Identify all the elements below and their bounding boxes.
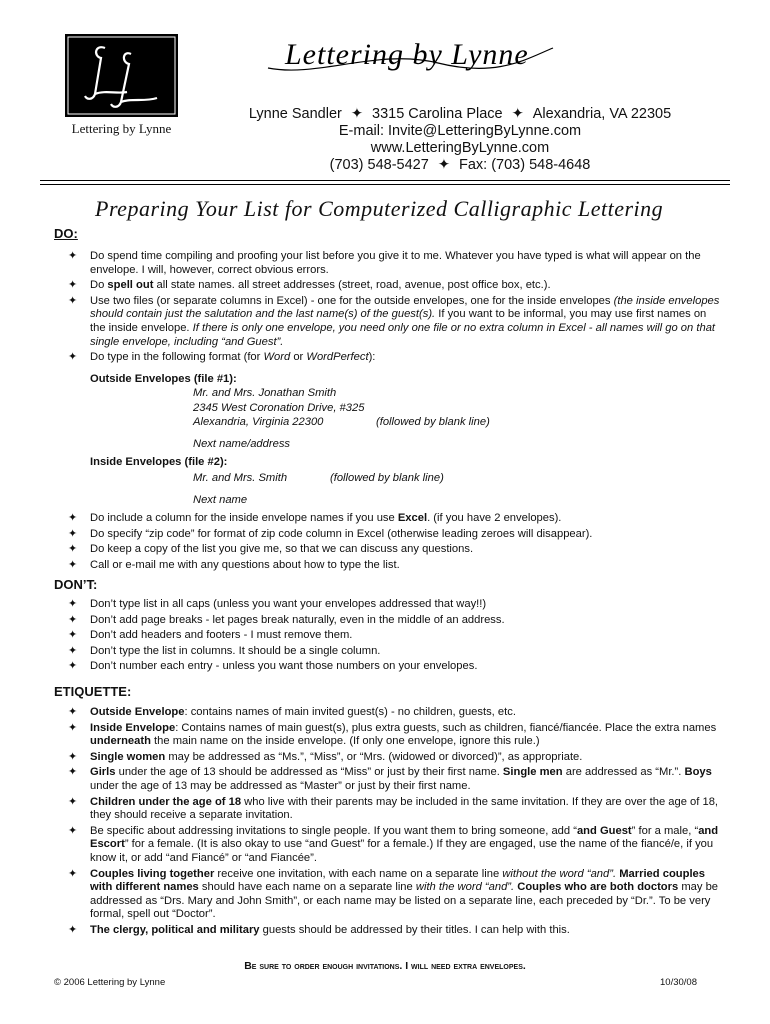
header-script-title: Lettering by Lynne <box>285 38 529 71</box>
separator-icon: ✦ <box>511 106 524 122</box>
list-item: ✦ Outside Envelope: contains names of main invited guest(s) - no children, guests, etc. <box>68 706 516 718</box>
example-line: Next name/address <box>193 438 291 450</box>
outside-envelopes-label: Outside Envelopes (file #1): <box>90 373 237 385</box>
logo-caption: Lettering by Lynne <box>71 121 172 136</box>
bullet-star-icon: ✦ <box>68 706 78 718</box>
dont-list <box>58 598 720 676</box>
example-line: Mr. and Mrs. Jonathan Smith <box>193 387 337 399</box>
bullet-star-icon: ✦ <box>68 250 78 262</box>
list-item: ✦ Don’t add headers and footers - I must remove them. <box>68 629 353 642</box>
bullet-star-icon: ✦ <box>68 750 78 763</box>
list-item: ✦ Inside Envelope: Contains names of main guest(s), plus extra guests, such as children, fiancé/fiancée. Place the extra names underneath the main name on the inside envelope. (If only one envelope, ignore this rule.) <box>68 721 717 748</box>
example-line: Mr. and Mrs. Smith <box>193 472 288 484</box>
bullet-star-icon: ✦ <box>68 660 78 673</box>
street-address: 3315 Carolina Place <box>372 106 503 122</box>
example-line: Next name <box>193 494 248 506</box>
list-item: ✦ Don’t type the list in columns. It should be a single column. <box>68 644 381 657</box>
bullet-star-icon: ✦ <box>68 543 78 556</box>
list-item: ✦ Single women may be addressed as “Ms.”, “Miss”, or “Mrs. (widowed or divorced)”, as appropriate. <box>68 750 583 763</box>
bullet-star-icon: ✦ <box>68 279 78 292</box>
do-heading: DO: <box>54 226 78 241</box>
bullet-star-icon: ✦ <box>68 644 78 657</box>
list-item: ✦ Do spend time compiling and proofing your list before you give it to me. Whatever you have typed is what will appear on the envelope. I will, however, correct obvious errors. <box>68 250 701 276</box>
bullet-star-icon: ✦ <box>68 867 78 880</box>
list-item: ✦ Don’t add page breaks - let pages break naturally, even in the middle of an address. <box>68 613 505 626</box>
closing-note: Be sure to order enough invitations. I will need extra envelopes. <box>244 960 526 972</box>
example-line: (followed by blank line) <box>330 472 444 484</box>
document-title: Preparing Your List for Computerized Calligraphic Lettering <box>95 196 664 221</box>
bullet-star-icon: ✦ <box>68 613 78 626</box>
owner-name: Lynne Sandler <box>248 106 342 122</box>
list-item: ✦ Children under the age of 18 who live with their parents may be included in the same invitation. If they are over the age of 18, they should receive a separate invitation. <box>68 795 719 822</box>
bullet-star-icon: ✦ <box>68 629 78 642</box>
phone: (703) 548-5427 <box>329 157 429 173</box>
bullet-star-icon: ✦ <box>68 527 78 540</box>
bullet-star-icon: ✦ <box>68 766 78 779</box>
bullet-star-icon: ✦ <box>68 294 78 307</box>
example-line: Alexandria, Virginia 22300 <box>193 416 324 428</box>
header-rule <box>40 180 730 181</box>
separator-icon: ✦ <box>437 157 450 173</box>
website: www.LetteringByLynne.com <box>370 140 550 156</box>
list-item: ✦ Call or e-mail me with any questions about how to type the list. <box>68 558 400 571</box>
city-address: Alexandria, VA 22305 <box>532 106 672 122</box>
bullet-star-icon: ✦ <box>68 721 78 734</box>
list-item: ✦ Girls under the age of 13 should be addressed as “Miss” or just by their first name. Single men are addressed as “Mr.”. Boys under the age of 13 may be addressed as “Master” or just by their first name. <box>68 766 712 792</box>
bullet-star-icon: ✦ <box>68 795 78 808</box>
list-item: ✦ Couples living together receive one invitation, with each name on a separate line without the word “and”. Married couples with different names should have each name on a separate line with the word “and”. Couples who are both doctors may be addressed as “Drs. Mary and John Smith”, or each name may be listed on a separate line, each preceded by “Dr.”. To be very formal, spell out “Doctor”. <box>68 867 719 921</box>
logo <box>65 34 178 117</box>
do-list <box>58 250 720 367</box>
bullet-star-icon: ✦ <box>68 558 78 571</box>
ll-monogram-icon <box>65 34 178 117</box>
list-item: ✦ Do include a column for the inside envelope names if you use Excel. (if you have 2 envelopes). <box>68 512 562 524</box>
bullet-star-icon: ✦ <box>68 351 78 364</box>
bullet-star-icon: ✦ <box>68 512 78 524</box>
list-item: ✦ Do spell out all state names. all street addresses (street, road, avenue, post office box, etc.). <box>68 279 551 292</box>
fax: Fax: (703) 548-4648 <box>458 157 591 173</box>
list-item: ✦ Be specific about addressing invitations to single people. If you want them to bring someone, add “and Guest” for a male, “and Escort” for a female. (It is also okay to use “and Guest” for a female.) If they are engaged, use the name of the fiancé/e, if you know it, or add “and Fiancé” or “and Fiancée”. <box>68 824 719 864</box>
list-item: ✦ Do type in the following format (for Word or WordPerfect): <box>68 351 376 364</box>
list-item: ✦ Do keep a copy of the list you give me, so that we can discuss any questions. <box>68 543 474 556</box>
copyright: © 2006 Lettering by Lynne <box>54 977 166 988</box>
etiquette-list <box>58 706 720 940</box>
inside-envelopes-label: Inside Envelopes (file #2): <box>90 456 228 468</box>
contact-block <box>220 106 700 174</box>
list-item: ✦ Do specify “zip code” for format of zip code column in Excel (otherwise leading zeroes will disappear). <box>68 527 593 540</box>
example-line: (followed by blank line) <box>376 416 490 428</box>
list-item: ✦ Don’t type list in all caps (unless you want your envelopes addressed that way!!) <box>68 598 487 610</box>
bullet-star-icon: ✦ <box>68 824 78 837</box>
do-list-continued <box>58 512 720 574</box>
list-item: ✦ Don’t number each entry - unless you want those numbers on your envelopes. <box>68 660 478 673</box>
bullet-star-icon: ✦ <box>68 923 78 936</box>
separator-icon: ✦ <box>350 106 363 122</box>
list-item: ✦ Use two files (or separate columns in Excel) - one for the outside envelopes, one for the inside envelopes (the inside envelopes should contain just the salutation and the last name(s) of the guest(s). If you want to be informal, you may use first names on the inside envelope. If there is only one envelope, you need only one file or no extra column in Excel - all names will go on that single envelope, including “and Guest”. <box>68 294 720 348</box>
dont-heading: DON’T: <box>54 577 98 592</box>
example-line: 2345 West Coronation Drive, #325 <box>193 402 365 414</box>
email: E-mail: Invite@LetteringByLynne.com <box>338 123 582 139</box>
revision-date: 10/30/08 <box>660 977 697 988</box>
etiquette-heading: ETIQUETTE: <box>54 684 132 699</box>
list-item: ✦ The clergy, political and military guests should be addressed by their titles. I can help with this. <box>68 923 570 936</box>
bullet-star-icon: ✦ <box>68 598 78 610</box>
header-rule <box>40 184 730 185</box>
